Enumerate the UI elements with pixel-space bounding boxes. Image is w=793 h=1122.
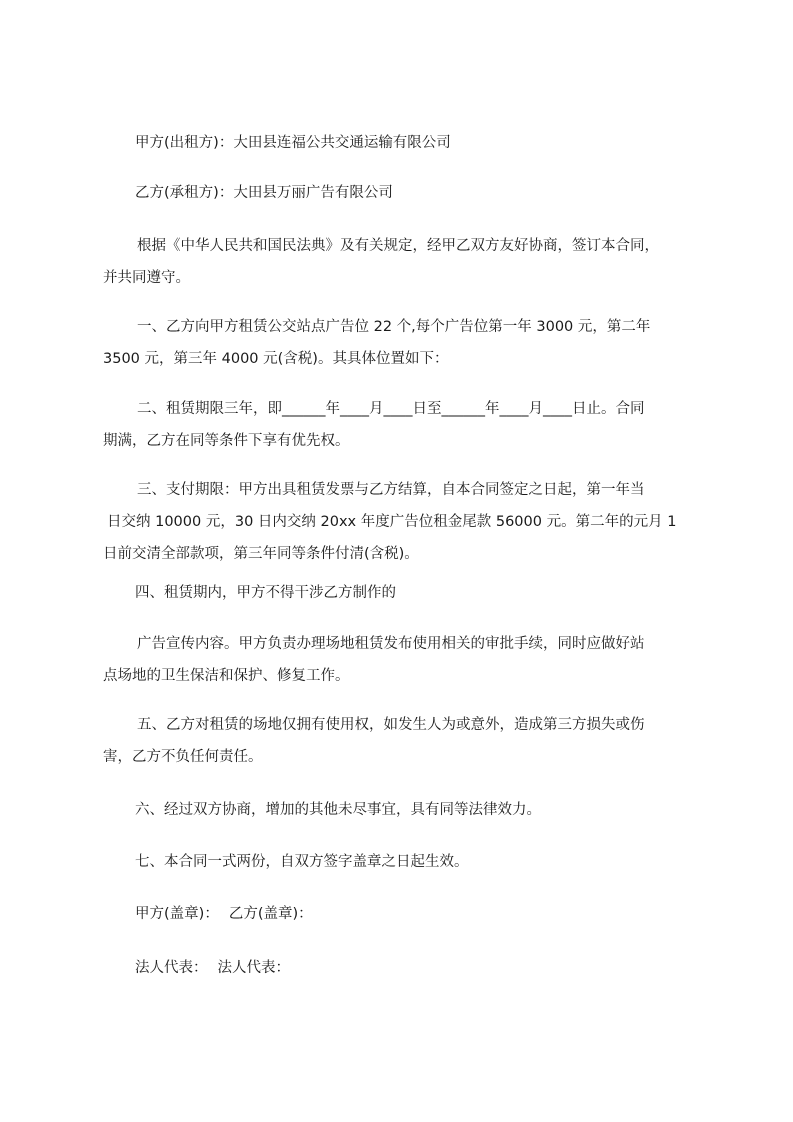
clause-7-text: 七、本合同一式两份，自双方签字盖章之日起生效。 bbox=[135, 854, 469, 870]
preamble-line-2: 并共同遵守。 bbox=[103, 270, 190, 286]
party-b-text: 乙方(承租方)：大田县万丽广告有限公司 bbox=[135, 185, 393, 201]
clause-3-line-3: 日前交清全部款项，第三年同等条件付清(含税)。 bbox=[103, 546, 419, 562]
party-a-text: 甲方(出租方)：大田县连福公共交通运输有限公司 bbox=[135, 135, 451, 151]
clause-4-cont-line-2: 点场地的卫生保洁和保护、修复工作。 bbox=[103, 668, 350, 684]
clause-5-paragraph bbox=[103, 709, 703, 773]
party-b-representative-label: 法人代表： bbox=[217, 960, 290, 976]
clause-3-line-1: 三、支付期限：甲方出具租赁发票与乙方结算，自本合同签定之日起，第一年当 bbox=[137, 482, 645, 498]
party-b-seal-label: 乙方(盖章)： bbox=[228, 906, 313, 922]
clause-1-line-2: 3500 元，第三年 4000 元(含税)。其具体位置如下： bbox=[103, 351, 449, 367]
clause-3-paragraph bbox=[103, 474, 703, 570]
clause-2-line-2: 期满，乙方在同等条件下享有优先权。 bbox=[103, 433, 350, 449]
party-a-seal-label: 甲方(盖章)： bbox=[135, 906, 219, 922]
clause-6-text: 六、经过双方协商，增加的其他未尽事宜，具有同等法律效力。 bbox=[135, 802, 541, 818]
clause-1-line-1: 一、乙方向甲方租赁公交站点广告位 22 个,每个广告位第一年 3000 元，第二年 bbox=[137, 319, 651, 335]
preamble-paragraph bbox=[103, 230, 703, 294]
clause-5-line-2: 害，乙方不负任何责任。 bbox=[103, 749, 263, 765]
clause-4-continued-paragraph bbox=[103, 628, 703, 692]
seal-line bbox=[135, 898, 313, 930]
clause-6-line bbox=[135, 794, 541, 826]
clause-3-line-2: 日交纳 10000 元，30 日内交纳 20xx 年度广告位租金尾款 56000 元。第二年的元月 1 bbox=[107, 514, 677, 530]
preamble-line-1: 根据《中华人民共和国民法典》及有关规定，经甲乙双方友好协商，签订本合同， bbox=[137, 238, 659, 254]
clause-2-line-1: 二、租赁期限三年，即______年____月____日至______年____月____日止。合同 bbox=[137, 401, 645, 417]
party-a-representative-label: 法人代表： bbox=[135, 960, 208, 976]
clause-5-line-1: 五、乙方对租赁的场地仅拥有使用权，如发生人为或意外，造成第三方损失或伤 bbox=[137, 717, 645, 733]
party-a-line bbox=[135, 127, 451, 159]
clause-4-cont-line-1: 广告宣传内容。甲方负责办理场地租赁发布使用相关的审批手续，同时应做好站 bbox=[137, 636, 645, 652]
clause-1-paragraph bbox=[103, 311, 703, 375]
clause-7-line bbox=[135, 846, 469, 878]
clause-2-paragraph bbox=[103, 393, 703, 457]
clause-4-line bbox=[135, 577, 396, 609]
legal-representative-line bbox=[135, 952, 290, 984]
clause-4-text: 四、租赁期内，甲方不得干涉乙方制作的 bbox=[135, 585, 396, 601]
party-b-line bbox=[135, 177, 393, 209]
